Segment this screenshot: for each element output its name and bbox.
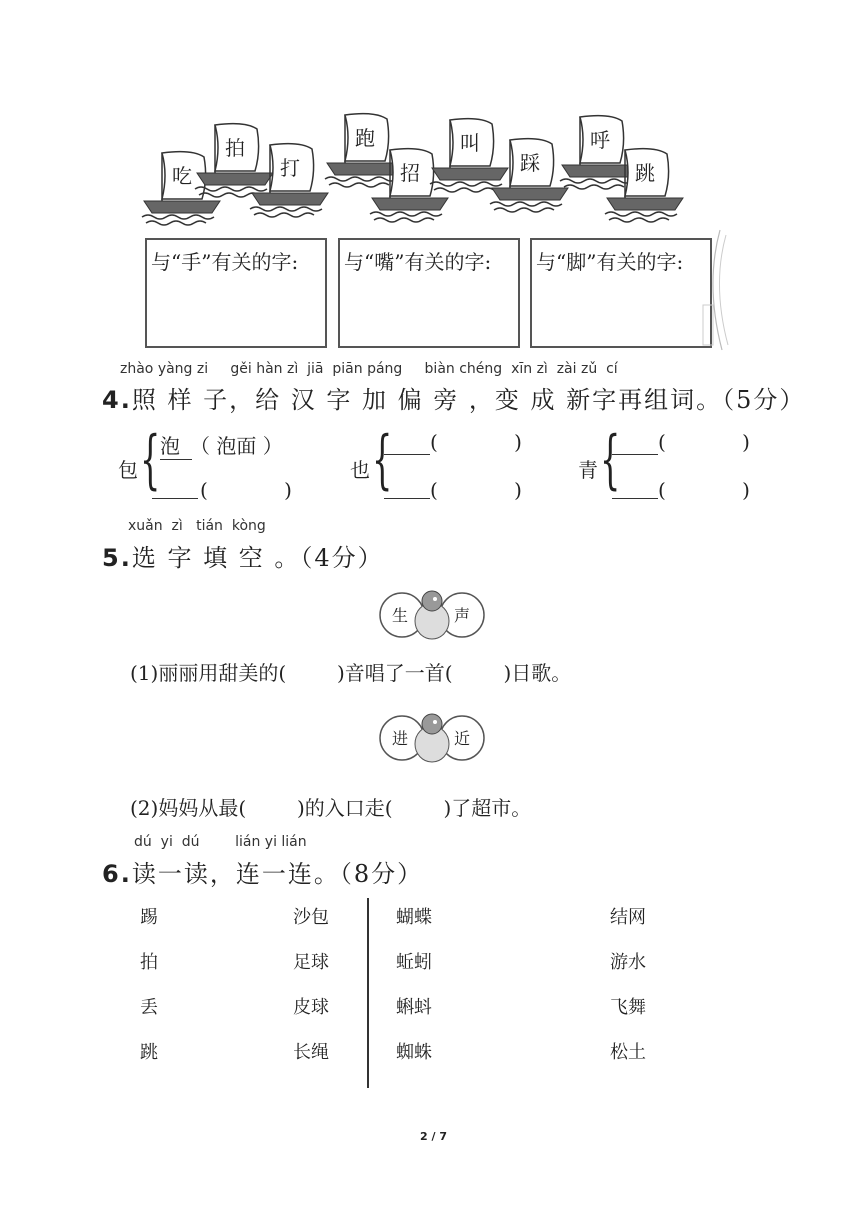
boat-hull [144,201,220,213]
classify-box-hand[interactable] [145,238,327,348]
question-text: 照 样 子，给 汉 字 加 偏 旁 ，变 成 新字再组词。（5分） [131,386,806,414]
blank-char[interactable] [152,478,198,499]
match-word[interactable]: 踢 [140,907,158,928]
boat-hull [252,193,328,205]
sail-char: 呼 [590,128,610,152]
brace: { [140,423,161,497]
boat-hull [197,173,273,185]
sailboat [430,119,508,192]
match-word[interactable]: 蚯蚓 [396,952,432,973]
boat-hull [327,163,403,175]
column-divider [367,898,369,1088]
boat-hull [432,168,508,180]
question-number: 5. [102,544,132,572]
wave [325,177,397,187]
example-word: 泡 [160,430,192,460]
boat-hull [492,188,568,200]
wave [142,215,214,225]
sailboats-illustration [140,105,700,230]
sail-char: 跑 [355,126,375,150]
q5-title [102,538,384,573]
boat-hull [607,198,683,210]
base-char: 青 [578,458,598,482]
question-number: 6. [102,860,132,888]
sail-char: 打 [280,156,300,180]
match-word[interactable]: 跳 [140,1042,158,1063]
match-word[interactable]: 沙包 [293,907,329,928]
sail-char: 招 [400,161,420,185]
wave [605,212,677,222]
sail-char: 跳 [635,161,655,185]
brace: { [372,423,393,497]
q6-pinyin: dú yi dú lián yi lián [134,834,307,850]
sail-char: 吃 [172,164,192,188]
char-choice-pair [378,585,486,641]
q5-sentence: (2)妈妈从最( )的入口走( )了超市。 [130,796,532,820]
classify-box-foot[interactable] [530,238,712,348]
blank-char[interactable] [384,478,430,499]
match-word[interactable]: 游水 [610,952,646,973]
question-number: 4. [102,386,132,414]
brace: { [600,423,621,497]
match-word[interactable]: 蝴蝶 [396,907,432,928]
blank-char[interactable] [612,478,658,499]
q5-sentence: (1)丽丽用甜美的( )音唱了一首( )日歌。 [130,661,572,685]
page-number: 2 / 7 [420,1130,447,1143]
wave [430,182,502,192]
base-char: 也 [350,458,370,482]
sailboat [195,124,273,197]
match-word[interactable]: 丢 [140,997,158,1018]
match-word[interactable]: 结网 [610,907,646,928]
boat-hull [562,165,638,177]
classify-box-mouth[interactable] [338,238,520,348]
match-word[interactable]: 松土 [610,1042,646,1063]
blank-paren[interactable]: ( ) [200,478,292,502]
choice-char[interactable]: 生 [392,606,409,625]
q6-title [102,854,423,889]
sail-char: 叫 [460,131,480,155]
blank-char[interactable] [384,434,430,455]
wave [370,212,442,222]
blank-paren[interactable]: ( ) [658,478,750,502]
blank-paren[interactable]: ( ) [430,478,522,502]
char-choice-pair [378,706,486,768]
boat-hull [372,198,448,210]
blank-paren[interactable]: ( ) [430,430,522,454]
sailboat [142,152,220,225]
wave [490,202,562,212]
match-word[interactable]: 蜘蛛 [396,1042,432,1063]
match-word[interactable]: 飞舞 [610,997,646,1018]
choice-char[interactable]: 进 [392,729,409,748]
match-word[interactable]: 足球 [293,952,329,973]
q4-title [102,380,805,415]
classify-box-label: 与“脚”有关的字: [536,250,684,274]
choice-char[interactable]: 声 [454,606,471,625]
wave [560,179,632,189]
wave [250,207,322,217]
base-char: 包 [118,458,138,482]
classify-box-label: 与“手”有关的字: [151,250,299,274]
question-text: 选 字 填 空 。（4分） [131,544,384,572]
choice-char[interactable]: 近 [454,729,471,748]
blank-char[interactable] [612,434,658,455]
match-word[interactable]: 蝌蚪 [396,997,432,1018]
match-word[interactable]: 长绳 [293,1042,329,1063]
example-paren: （ 泡面 ） [190,434,283,458]
q4-pinyin: zhào yàng zi gěi hàn zì jiā piān páng biàn chéng xīn zì zài zǔ cí [120,361,618,377]
match-word[interactable]: 皮球 [293,997,329,1018]
sail-char: 拍 [225,136,245,160]
page-curl-decoration [700,225,730,355]
blank-paren[interactable]: ( ) [658,430,750,454]
classify-box-label: 与“嘴”有关的字: [344,250,492,274]
q5-pinyin: xuǎn zì tián kòng [128,518,266,534]
sail-char: 踩 [520,151,540,175]
match-word[interactable]: 拍 [140,952,158,973]
question-text: 读一读，连一连。（8分） [131,860,424,888]
